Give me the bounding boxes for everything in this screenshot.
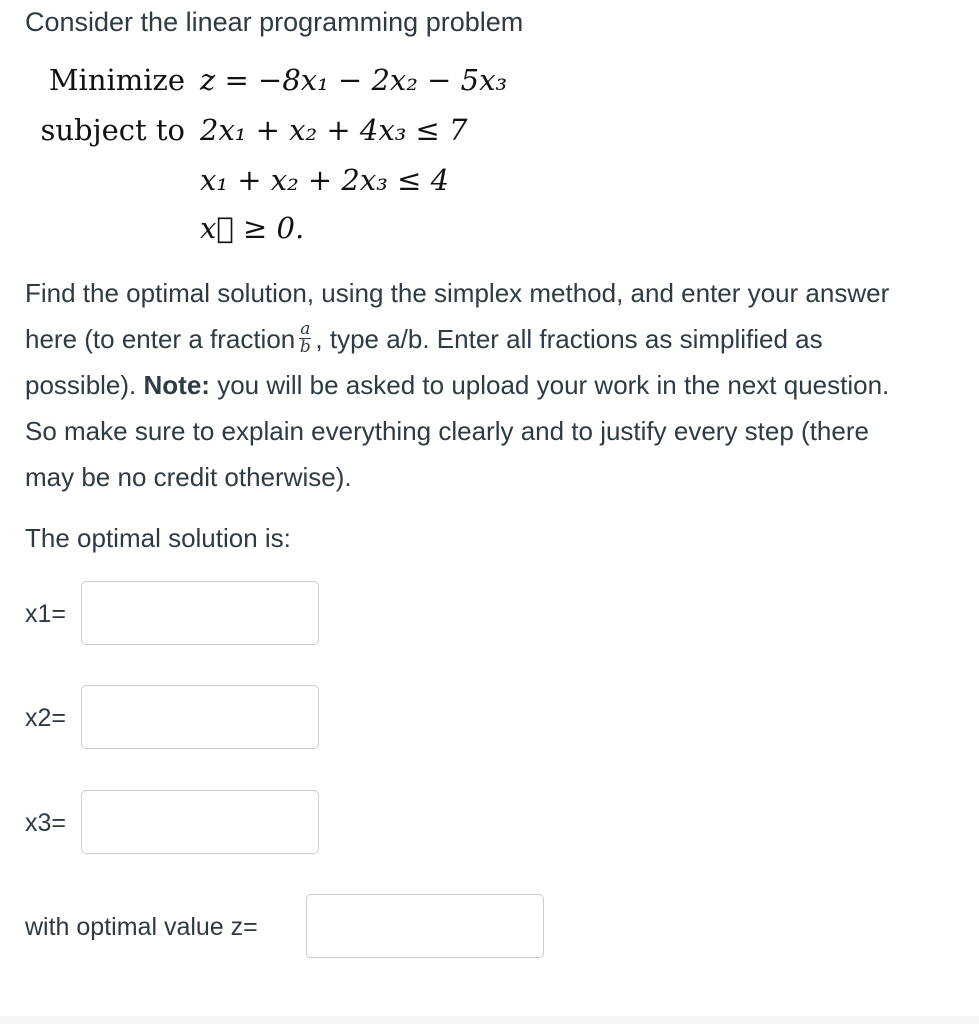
- bottom-edge: [0, 1016, 979, 1024]
- z-label: with optimal value z=: [25, 913, 258, 941]
- objective-function: z = −8x₁ − 2x₂ − 5x₃: [200, 63, 508, 97]
- fraction-denominator: b: [299, 336, 311, 357]
- instructions-text-a: Find the optimal solution, using the simplex method, and enter your answer here (to enter a fraction: [25, 278, 890, 354]
- x1-input[interactable]: [81, 581, 319, 645]
- optimal-solution-label: The optimal solution is:: [25, 523, 291, 553]
- note-text: you will be asked to upload your work in the next question. So make sure to explain everything clearly and to justify every step (there may be no credit otherwise).: [25, 370, 890, 492]
- subject-to-keyword: subject to: [40, 113, 185, 147]
- x1-label: x1=: [25, 600, 67, 628]
- x2-input[interactable]: [81, 685, 319, 749]
- z-input[interactable]: [306, 894, 544, 958]
- instructions: [25, 270, 925, 500]
- note-label: Note:: [143, 370, 210, 400]
- minimize-keyword: Minimize: [48, 63, 185, 97]
- fraction-example: [299, 318, 311, 357]
- instructions-paragraph: [25, 270, 925, 500]
- fraction-numerator: a: [300, 318, 311, 339]
- x2-label: x2=: [25, 704, 67, 732]
- constraint-2: x₁ + x₂ + 2x₃ ≤ 4: [200, 163, 450, 197]
- instructions-text-b: , type a/b. Enter all fractions as simplified as possible).: [25, 324, 823, 400]
- x3-label: x3=: [25, 809, 67, 837]
- question-intro: Consider the linear programming problem: [25, 7, 524, 37]
- nonnegativity-constraint: x⃗ ≥ 0.: [200, 211, 305, 245]
- constraint-1: 2x₁ + x₂ + 4x₃ ≤ 7: [200, 113, 468, 147]
- x3-input[interactable]: [81, 790, 319, 854]
